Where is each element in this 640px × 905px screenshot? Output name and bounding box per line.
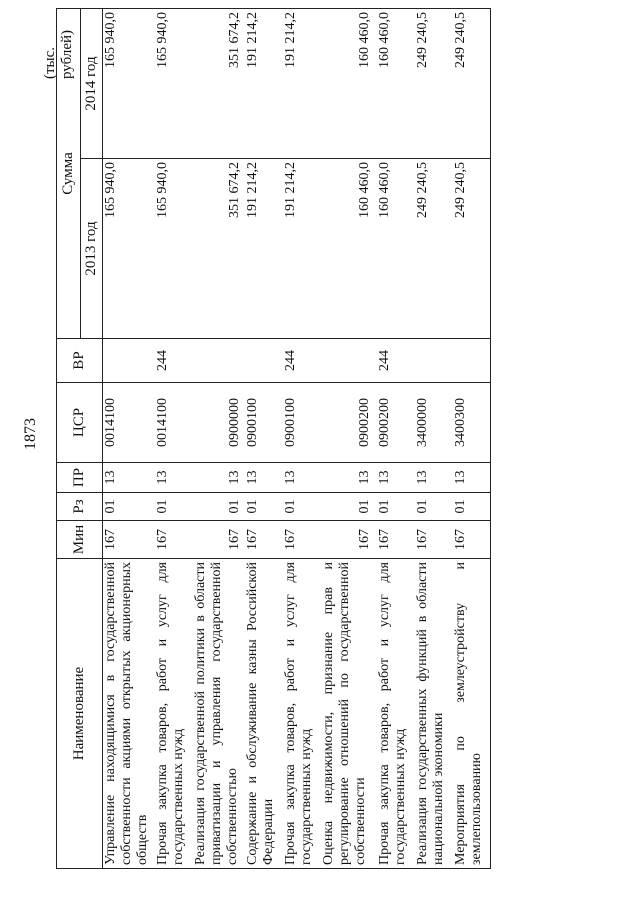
row-csr: 0900100 <box>283 383 321 463</box>
row-name: Прочая закупка товаров, работ и услуг для государственных нужд <box>155 559 193 869</box>
row-min: 167 <box>415 521 453 559</box>
row-rz: 01 <box>245 493 283 521</box>
table-row <box>453 8 491 868</box>
row-2014: 160 460,0 <box>377 8 415 158</box>
row-csr: 3400300 <box>453 383 491 463</box>
row-2014: 351 674,2 <box>193 8 245 158</box>
row-csr: 0900200 <box>377 383 415 463</box>
header-vr: ВР <box>57 339 103 383</box>
table-row <box>283 8 321 868</box>
table-row <box>415 8 453 868</box>
row-vr <box>321 339 377 383</box>
row-2014: 249 240,5 <box>453 8 491 158</box>
row-rz: 01 <box>193 493 245 521</box>
row-rz: 01 <box>155 493 193 521</box>
row-2014: 191 214,2 <box>283 8 321 158</box>
row-min: 167 <box>377 521 415 559</box>
row-rz: 01 <box>283 493 321 521</box>
row-vr <box>415 339 453 383</box>
header-sum: Сумма <box>57 8 81 338</box>
row-vr: 244 <box>377 339 415 383</box>
row-pr: 13 <box>155 463 193 493</box>
row-name: Прочая закупка товаров, работ и услуг для государственных нужд <box>283 559 321 869</box>
row-2014: 165 940,0 <box>103 8 155 158</box>
row-pr: 13 <box>321 463 377 493</box>
row-csr: 0900000 <box>193 383 245 463</box>
header-name: Наименование <box>57 559 103 869</box>
row-pr: 13 <box>283 463 321 493</box>
row-2013: 165 940,0 <box>103 159 155 339</box>
row-rz: 01 <box>103 493 155 521</box>
row-2013: 351 674,2 <box>193 159 245 339</box>
row-vr: 244 <box>155 339 193 383</box>
row-2014: 160 460,0 <box>321 8 377 158</box>
row-pr: 13 <box>245 463 283 493</box>
row-min: 167 <box>193 521 245 559</box>
row-name: Управление находящимися в государственной собственности акциями открытых акционерных обществ <box>103 559 155 869</box>
row-2013: 165 940,0 <box>155 159 193 339</box>
row-csr: 0900100 <box>245 383 283 463</box>
row-2013: 249 240,5 <box>453 159 491 339</box>
row-name: Реализация государственных функций в области национальной экономики <box>415 559 453 869</box>
row-rz: 01 <box>321 493 377 521</box>
row-2013: 249 240,5 <box>415 159 453 339</box>
row-csr: 0900200 <box>321 383 377 463</box>
row-2013: 160 460,0 <box>321 159 377 339</box>
header-rz: Рз <box>57 493 103 521</box>
row-vr <box>103 339 155 383</box>
row-2013: 160 460,0 <box>377 159 415 339</box>
row-csr: 0014100 <box>155 383 193 463</box>
row-rz: 01 <box>453 493 491 521</box>
row-2013: 191 214,2 <box>245 159 283 339</box>
row-pr: 13 <box>415 463 453 493</box>
header-csr: ЦСР <box>57 383 103 463</box>
row-min: 167 <box>245 521 283 559</box>
row-2013: 191 214,2 <box>283 159 321 339</box>
page-number: 1873 <box>22 418 39 450</box>
row-pr: 13 <box>193 463 245 493</box>
row-name: Мероприятия по землеустройству и землепользованию <box>453 559 491 869</box>
unit-label: (тыс. рублей) <box>42 29 75 79</box>
table-row <box>321 8 377 868</box>
row-min: 167 <box>283 521 321 559</box>
row-2014: 249 240,5 <box>415 8 453 158</box>
row-csr: 3400000 <box>415 383 453 463</box>
budget-table <box>56 8 491 869</box>
header-pr: ПР <box>57 463 103 493</box>
row-rz: 01 <box>377 493 415 521</box>
table-row <box>245 8 283 868</box>
row-2014: 165 940,0 <box>155 8 193 158</box>
row-min: 167 <box>453 521 491 559</box>
row-vr <box>453 339 491 383</box>
row-2014: 191 214,2 <box>245 8 283 158</box>
row-pr: 13 <box>103 463 155 493</box>
row-min: 167 <box>155 521 193 559</box>
row-name: Оценка недвижимости, признание прав и регулирование отношений по государственной собственности <box>321 559 377 869</box>
row-vr: 244 <box>283 339 321 383</box>
row-pr: 13 <box>377 463 415 493</box>
header-min: Мин <box>57 521 103 559</box>
table-row <box>103 8 155 868</box>
row-rz: 01 <box>415 493 453 521</box>
header-2013: 2013 год <box>81 159 103 339</box>
table-row <box>193 8 245 868</box>
row-vr <box>245 339 283 383</box>
row-csr: 0014100 <box>103 383 155 463</box>
row-pr: 13 <box>453 463 491 493</box>
header-2014: 2014 год <box>81 8 103 158</box>
row-name: Содержание и обслуживание казны Российской Федерации <box>245 559 283 869</box>
row-min: 167 <box>103 521 155 559</box>
row-name: Реализация государственной политики в области приватизации и управления государственной собственностью <box>193 559 245 869</box>
table-row <box>155 8 193 868</box>
row-vr <box>193 339 245 383</box>
table-row <box>377 8 415 868</box>
row-name: Прочая закупка товаров, работ и услуг для государственных нужд <box>377 559 415 869</box>
row-min: 167 <box>321 521 377 559</box>
